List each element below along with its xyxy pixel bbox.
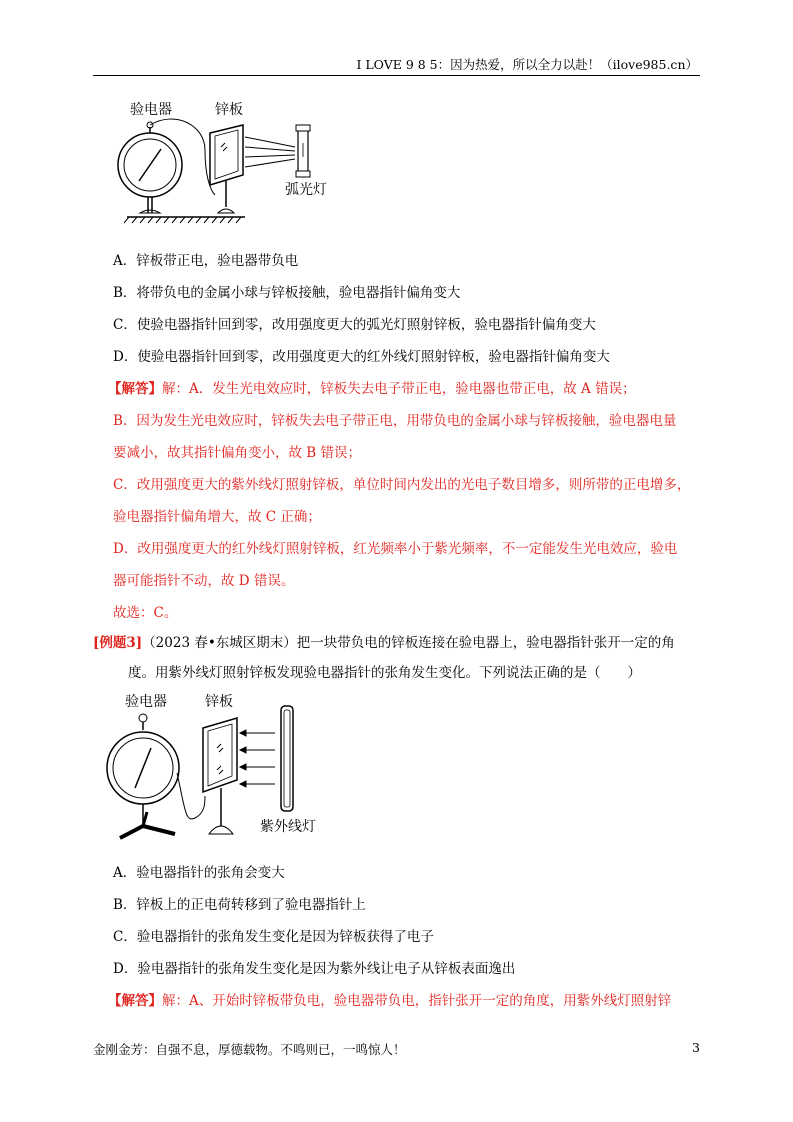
example-3-stem	[93, 634, 675, 652]
example-answer-line	[108, 992, 671, 1010]
example-stem-line1: （2023 春•东城区期末）把一块带负电的锌板连接在验电器上，验电器指针张开一定的角	[142, 635, 675, 651]
label-electroscope: 验电器	[130, 102, 172, 118]
label-zinc-plate: 锌板	[215, 102, 243, 118]
page-footer-motto: 金刚金芳：自强不息，厚德载物。不鸣则已，一鸣惊人！	[93, 1042, 406, 1057]
example-option-b: B．锌板上的正电荷转移到了验电器指针上	[113, 897, 366, 913]
figure-electroscope-arc-lamp	[105, 95, 365, 230]
example-option-d: D．验电器指针的张角发生变化是因为紫外线让电子从锌板表面逸出	[113, 961, 516, 977]
answer-tag: 【解答】	[108, 381, 162, 397]
answer-line	[108, 380, 636, 398]
example-tag: [例题3]	[93, 635, 143, 651]
option-b: B．将带负电的金属小球与锌板接触，验电器指针偏角变大	[113, 285, 461, 301]
answer-line: 器可能指针不动，故 D 错误。	[113, 573, 295, 589]
option-a: A．锌板带正电，验电器带负电	[113, 253, 299, 269]
answer-line: 要减小，故其指针偏角变小，故 B 错误；	[113, 445, 362, 461]
answer-text: 解：A．发生光电效应时，锌板失去电子带正电，验电器也带正电，故 A 错误；	[162, 381, 636, 397]
answer-line: D．改用强度更大的红外线灯照射锌板，红光频率小于紫光频率，不一定能发生光电效应，验电	[113, 541, 678, 557]
answer-line: C．改用强度更大的紫外线灯照射锌板，单位时间内发出的光电子数目增多，则所带的正电增多，	[113, 477, 691, 493]
answer-choice: 故选：C。	[113, 605, 178, 621]
example-answer-tag: 【解答】	[108, 993, 162, 1009]
label-uv-lamp: 紫外线灯	[260, 819, 316, 835]
option-d: D．使验电器指针回到零，改用强度更大的红外线灯照射锌板，验电器指针偏角变大	[113, 349, 610, 365]
example-option-c: C．验电器指针的张角发生变化是因为锌板获得了电子	[113, 929, 434, 945]
answer-line: 验电器指针偏角增大，故 C 正确；	[113, 509, 321, 525]
figure-electroscope-uv-lamp	[105, 688, 345, 846]
example-stem-line2: 度。用紫外线灯照射锌板发现验电器指针的张角发生变化。下列说法正确的是（ ）	[128, 665, 641, 681]
answer-line: B．因为发生光电效应时，锌板失去电子带正电，用带负电的金属小球与锌板接触，验电器电量	[113, 413, 677, 429]
example-option-a: A．验电器指针的张角会变大	[113, 865, 285, 881]
label-electroscope: 验电器	[125, 694, 167, 710]
option-c: C．使验电器指针回到零，改用强度更大的弧光灯照射锌板，验电器指针偏角变大	[113, 317, 596, 333]
label-zinc-plate: 锌板	[205, 694, 233, 710]
page-number: 3	[692, 1040, 700, 1055]
header-rule	[93, 75, 700, 76]
label-arc-lamp: 弧光灯	[285, 182, 327, 198]
example-answer-text: 解：A、开始时锌板带负电，验电器带负电，指针张开一定的角度，用紫外线灯照射锌	[162, 993, 672, 1009]
page-header: I LOVE 9 8 5：因为热爱，所以全力以赴！（ilove985.cn）	[356, 57, 698, 72]
